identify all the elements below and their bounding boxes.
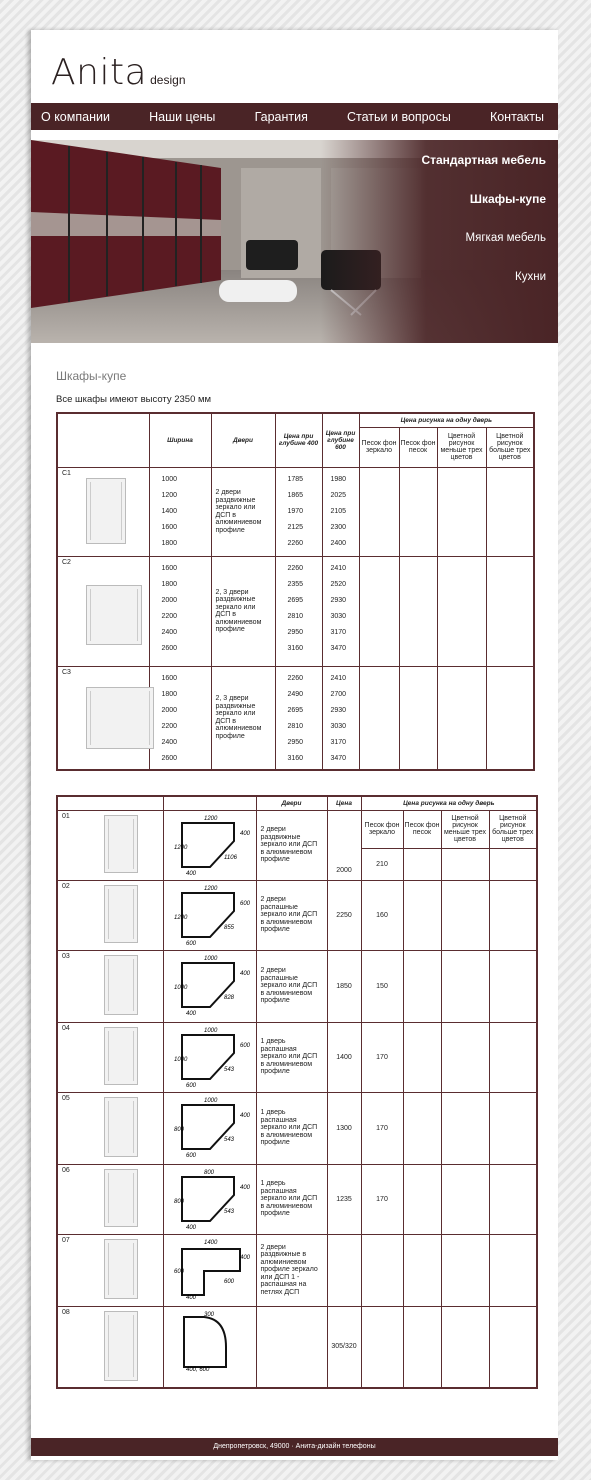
empty-cell [441,1022,489,1092]
width-value: 2200 [161,722,178,730]
hero-category-menu [421,152,546,308]
width-value: 1800 [161,690,178,698]
dimension-label: 1106 [223,854,237,861]
header-sand-sand: Песок фон песок [403,810,441,848]
empty-cell [403,1234,441,1306]
doors-desc: 2, 3 двери раздвижные зеркало или ДСП в алюминиевом профиле [211,556,275,666]
dimension-label: 600 [223,1278,234,1285]
dimension-label: 1000 [173,1056,187,1063]
dimension-label: 300 [203,1311,214,1318]
row-code: 02 [62,882,70,890]
table-row [57,1306,537,1388]
wardrobe-image [86,478,126,544]
row-image-cell [57,1164,163,1234]
section-note: Все шкафы имеют высоту 2350 мм [56,394,212,405]
wardrobe-image [104,1097,138,1157]
row-image-cell [57,1092,163,1164]
price600-cell [322,666,359,770]
row-code: 05 [62,1094,70,1102]
empty-cell [489,1092,537,1164]
wardrobe-image [104,1027,138,1085]
width-value: 2600 [161,754,178,762]
price-value: 3160 [287,754,304,762]
scheme-cell [163,880,256,950]
width-value: 1800 [161,580,178,588]
empty-cell [441,1234,489,1306]
price-value: 2810 [287,722,304,730]
doors-desc: 1 дверь распашная зеркало или ДСП в алюминиевом профиле [256,1022,327,1092]
width-value: 2600 [161,644,178,652]
table-row [57,1164,537,1234]
price-value: 2260 [287,674,304,682]
price-value: 1865 [287,491,304,499]
price-value: 2520 [330,580,347,588]
row-image-cell [57,880,163,950]
empty-cell [403,1092,441,1164]
floor-plan-diagram [164,811,252,875]
width-value: 1000 [161,475,178,483]
dimension-label: 800 [173,1198,184,1205]
header-price: Цена [327,796,361,810]
width-value: 2000 [161,596,178,604]
floor-plan-diagram [164,881,252,947]
scheme-cell [163,1164,256,1234]
header-scheme [163,796,256,810]
dimension-label: 1200 [203,885,217,892]
empty-cell [403,880,441,950]
row-image-cell [57,1234,163,1306]
doors-desc: 2 двери раздвижные зеркало или ДСП в алюминиевом профиле [256,810,327,880]
floor-plan-diagram [164,1235,252,1303]
dimension-label: 1000 [173,984,187,991]
sand-price: 150 [361,950,403,1022]
row-code: 08 [62,1308,70,1316]
row-code: 03 [62,952,70,960]
empty-cell [403,1022,441,1092]
header-price-400: Цена при глубине 400 [275,413,322,467]
wardrobe-image [104,955,138,1015]
price600-cell [322,556,359,666]
price-value [327,1234,361,1306]
width-list [150,667,211,767]
dimension-label: 400 [239,830,250,837]
wardrobe-image [86,585,142,645]
price-value: 3030 [330,722,347,730]
wardrobe-image [86,687,154,749]
price-value: 2930 [330,706,347,714]
price-value: 1850 [327,950,361,1022]
price-value: 2695 [287,706,304,714]
wardrobe-price-table [56,412,535,771]
doors-desc [256,1306,327,1388]
dimension-label: 543 [223,1136,234,1143]
row-code: 07 [62,1236,70,1244]
hero-item-standard[interactable]: Стандартная мебель [421,153,546,167]
sand-price: 210 [361,848,403,880]
dimension-label: 1400 [203,1239,217,1246]
dimension-label: 400, 600 [185,1366,209,1373]
empty-cell [489,950,537,1022]
dimension-label: 600 [185,940,196,947]
empty-cell [489,848,537,880]
header-color-less: Цветной рисунок меньше трех цветов [441,810,489,848]
section-title: Шкафы-купе [56,369,127,383]
price600-list [323,557,359,657]
empty-cell [437,666,486,770]
price-value: 1980 [330,475,347,483]
header-color-more: Цветной рисунок больше трех цветов [489,810,537,848]
floor-plan-diagram [164,951,252,1019]
row-code: С3 [62,668,71,676]
price-value: 1785 [287,475,304,483]
empty-cell [437,556,486,666]
sand-price: 170 [361,1164,403,1234]
page [31,30,558,1460]
dimension-label: 1000 [203,1027,217,1034]
width-list [150,557,211,657]
footer: Днепропетровск, 49000 · Анита-дизайн телефоны [31,1438,558,1456]
row-image-cell [57,810,163,880]
empty-cell [399,666,437,770]
wardrobe-image [104,1239,138,1299]
price-value: 2300 [330,523,347,531]
price-value: 3160 [287,644,304,652]
empty-cell [399,556,437,666]
header-color-less: Цветной рисунок меньше трех цветов [437,427,486,467]
scheme-cell [163,810,256,880]
header-doors: Двери [256,796,327,810]
width-value: 1800 [161,539,178,547]
row-code-cell [57,467,149,556]
price-value: 2810 [287,612,304,620]
wardrobe-image [104,815,138,873]
price-value: 2950 [287,628,304,636]
price-value: 2950 [287,738,304,746]
dimension-label: 828 [223,994,234,1001]
dimension-label: 400 [239,970,250,977]
header-color-more: Цветной рисунок больше трех цветов [486,427,534,467]
doors-desc: 2 двери раздвижные зеркало или ДСП в алюминиевом профиле [211,467,275,556]
price-value: 1400 [327,1022,361,1092]
empty-cell [437,467,486,556]
price-value: 2930 [330,596,347,604]
empty-cell [441,1306,489,1388]
dimension-label: 855 [223,924,234,931]
wardrobe-image [104,885,138,943]
empty-cell [441,1164,489,1234]
header-sand-sand: Песок фон песок [399,427,437,467]
price400-list [276,557,322,657]
dimension-label: 1200 [203,815,217,822]
header-width: Ширина [149,413,211,467]
row-code: 04 [62,1024,70,1032]
header-doors: Двери [211,413,275,467]
row-code: С1 [62,469,71,477]
dimension-label: 600 [185,1152,196,1159]
price-value: 2695 [287,596,304,604]
price-value: 1300 [327,1092,361,1164]
dimension-label: 1200 [173,914,187,921]
row-image-cell [57,1022,163,1092]
empty-cell [441,848,489,880]
header-sand-mirror: Песок фон зеркало [359,427,399,467]
table-row [57,950,537,1022]
table-row [57,1092,537,1164]
table-row [57,666,534,770]
price-value: 3170 [330,738,347,746]
width-value: 2400 [161,738,178,746]
row-code-cell [57,556,149,666]
price400-cell [275,666,322,770]
sand-price: 170 [361,1092,403,1164]
row-code: 01 [62,812,70,820]
corner-wardrobe-price-table [56,795,538,1389]
dimension-label: 800 [173,1126,184,1133]
price-value: 2025 [330,491,347,499]
empty-cell [441,880,489,950]
width-cell [149,556,211,666]
width-value: 1600 [161,674,178,682]
price-value: 3170 [330,628,347,636]
logo-sub: design [150,73,186,87]
price-value: 2400 [330,539,347,547]
header-image [57,413,149,467]
empty-cell [486,556,534,666]
row-image-cell [57,950,163,1022]
logo-main: Anita [51,52,148,93]
scheme-cell [163,950,256,1022]
price-value: 3030 [330,612,347,620]
doors-desc: 1 дверь распашная зеркало или ДСП в алюминиевом профиле [256,1164,327,1234]
empty-cell [489,880,537,950]
empty-cell [489,1306,537,1388]
doors-desc: 2, 3 двери раздвижные зеркало или ДСП в алюминиевом профиле [211,666,275,770]
price400-cell [275,556,322,666]
sand-price [361,1234,403,1306]
width-value: 1600 [161,523,178,531]
empty-cell [489,1234,537,1306]
empty-cell [403,950,441,1022]
hero-banner [31,140,558,343]
dimension-label: 400 [185,1010,196,1017]
price-value: 2700 [330,690,347,698]
dimension-label: 1000 [203,1097,217,1104]
dimension-label: 1200 [173,844,187,851]
dimension-label: 400 [239,1112,250,1119]
price-value: 2410 [330,564,347,572]
width-cell [149,666,211,770]
hero-item-kitchens[interactable]: Кухни [515,271,546,283]
price-value: 2250 [327,880,361,950]
price400-cell [275,467,322,556]
wardrobe-image [104,1169,138,1227]
scheme-cell [163,1306,256,1388]
dimension-label: 543 [223,1208,234,1215]
doors-desc: 1 дверь распашная зеркало или ДСП в алюминиевом профиле [256,1092,327,1164]
table-row [57,1234,537,1306]
price-value: 1235 [327,1164,361,1234]
doors-desc: 2 двери распашные зеркало или ДСП в алюминиевом профиле [256,880,327,950]
empty-cell [486,666,534,770]
floor-plan-outline [184,1317,226,1367]
sand-price: 170 [361,1022,403,1092]
price-value: 2355 [287,580,304,588]
price-value: 305/320 [327,1306,361,1388]
nav-prices[interactable]: Наши цены [149,109,216,124]
hero-item-soft[interactable]: Мягкая мебель [465,232,546,244]
doors-desc: 2 двери распашные зеркало или ДСП в алюминиевом профиле [256,950,327,1022]
scheme-cell [163,1022,256,1092]
price-value: 2000 [327,810,361,880]
sand-price: 160 [361,880,403,950]
nav-about[interactable]: О компании [41,109,110,124]
wardrobe-image [104,1311,138,1381]
price-value: 2410 [330,674,347,682]
floor-plan-diagram [164,1165,252,1231]
doors-desc: 2 двери раздвижные в алюминиевом профиле зеркало или ДСП 1 - распашная на петлях ДСП [256,1234,327,1306]
width-cell [149,467,211,556]
width-value: 2000 [161,706,178,714]
table-row [57,1022,537,1092]
dimension-label: 600 [185,1082,196,1089]
scheme-cell [163,1092,256,1164]
hero-item-wardrobes[interactable]: Шкафы-купе [469,192,546,206]
empty-cell [489,1164,537,1234]
empty-cell [359,666,399,770]
empty-cell [359,467,399,556]
empty-cell [441,950,489,1022]
price-value: 3470 [330,644,347,652]
width-value: 1200 [161,491,178,499]
header-price-600: Цена при глубине 600 [322,413,359,467]
floor-plan-diagram [164,1307,252,1385]
header-sand-mirror: Песок фон зеркало [361,810,403,848]
empty-cell [486,467,534,556]
nav-contacts[interactable]: Контакты [489,109,544,124]
row-code: 06 [62,1166,70,1174]
empty-cell [399,467,437,556]
table-row [57,556,534,666]
price-value: 2260 [287,564,304,572]
width-list [150,468,211,552]
price-value: 1970 [287,507,304,515]
price-value: 2105 [330,507,347,515]
floor-plan-diagram [164,1023,252,1089]
dimension-label: 600 [239,1042,250,1049]
nav-articles[interactable]: Статьи и вопросы [347,109,451,124]
price400-list [276,468,322,552]
row-image-cell [57,1306,163,1388]
sand-price [361,1306,403,1388]
dimension-label: 400 [185,870,196,875]
dimension-label: 400 [239,1254,250,1261]
price-value: 2260 [287,539,304,547]
scheme-cell [163,1234,256,1306]
dimension-label: 600 [239,900,250,907]
price-value: 2490 [287,690,304,698]
row-code: С2 [62,558,71,566]
price-value: 2125 [287,523,304,531]
price600-list [323,667,359,767]
width-value: 1400 [161,507,178,515]
dimension-label: 800 [203,1169,214,1176]
header-image [57,796,163,810]
price600-cell [322,467,359,556]
dimension-label: 543 [223,1066,234,1073]
header-pattern: Цена рисунка на одну дверь [359,413,534,427]
price-value: 3470 [330,754,347,762]
floor-plan-diagram [164,1093,252,1161]
row-code-cell [57,666,149,770]
dimension-label: 1000 [203,955,217,962]
width-value: 2400 [161,628,178,636]
header-pattern: Цена рисунка на одну дверь [361,796,537,810]
dimension-label: 400 [185,1224,196,1231]
table-row [57,880,537,950]
empty-cell [403,1306,441,1388]
table-row [57,467,534,556]
dimension-label: 400 [185,1294,196,1301]
logo[interactable] [51,52,186,93]
empty-cell [441,1092,489,1164]
dimension-label: 600 [173,1268,184,1275]
empty-cell [403,1164,441,1234]
floor-plan-outline [182,1249,240,1295]
width-value: 2200 [161,612,178,620]
dimension-label: 400 [239,1184,250,1191]
empty-cell [489,1022,537,1092]
main-nav [31,103,558,130]
empty-cell [403,848,441,880]
empty-cell [359,556,399,666]
price600-list [323,468,359,552]
price400-list [276,667,322,767]
width-value: 1600 [161,564,178,572]
nav-warranty[interactable]: Гарантия [254,109,308,124]
